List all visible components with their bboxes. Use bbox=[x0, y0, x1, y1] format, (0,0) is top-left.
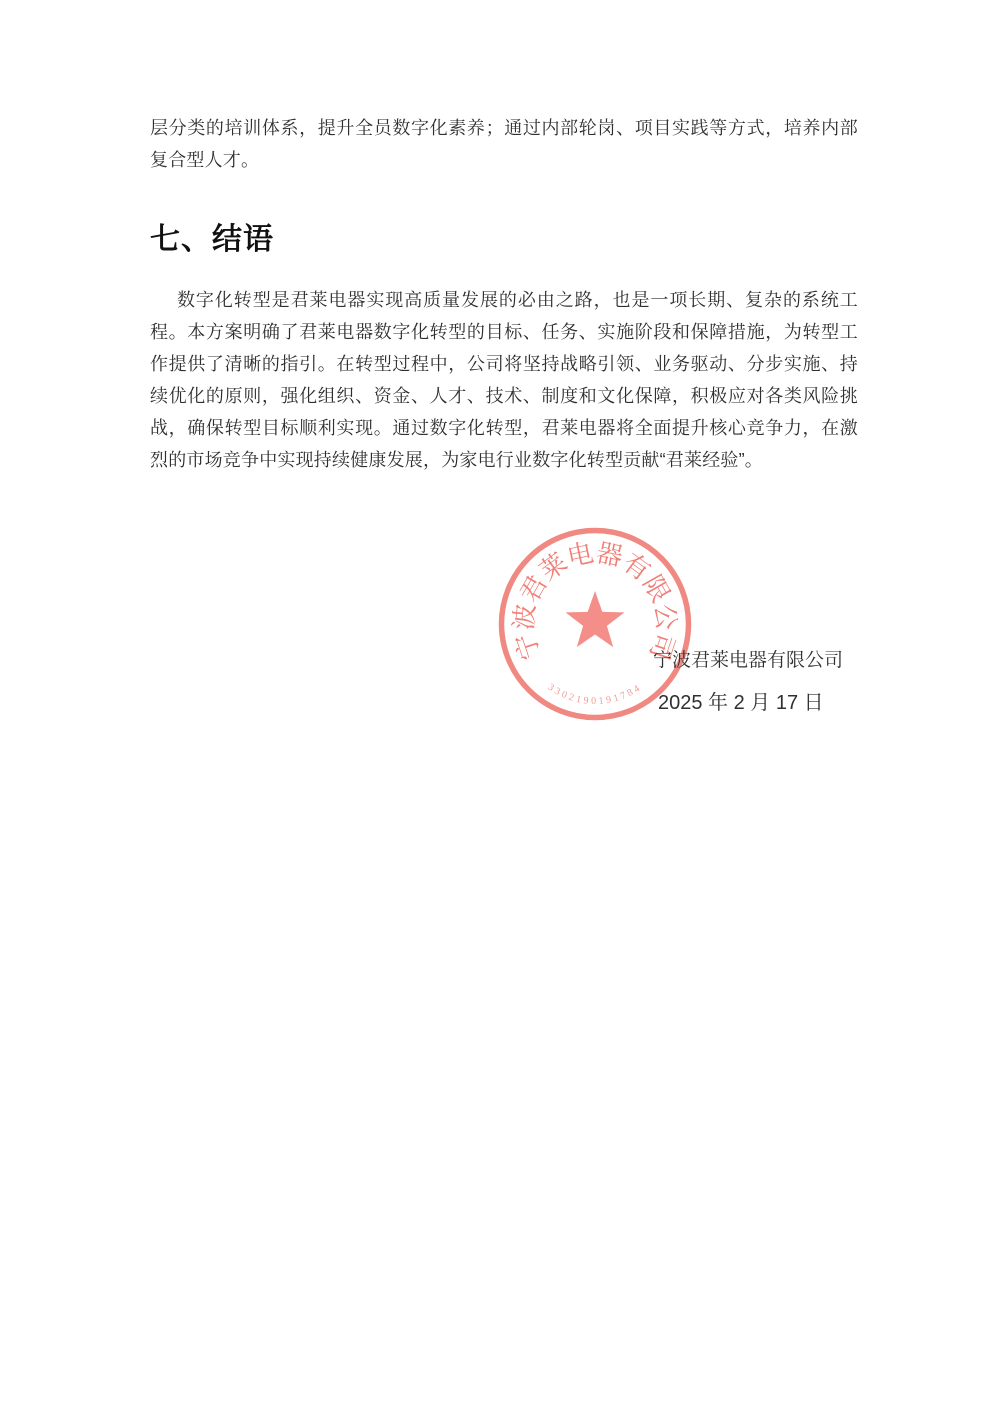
signature-company-name: 宁波君莱电器有限公司 bbox=[653, 650, 844, 671]
intro-paragraph: 层分类的培训体系，提升全员数字化素养；通过内部轮岗、项目实践等方式，培养内部复合型人才。 bbox=[150, 118, 858, 170]
document-content bbox=[150, 112, 858, 476]
conclusion-paragraph: 数字化转型是君莱电器实现高质量发展的必由之路，也是一项长期、复杂的系统工程。本方案明确了君莱电器数字化转型的目标、任务、实施阶段和保障措施，为转型工作提供了清晰的指引。在转型过程中，公司将坚持战略引领、业务驱动、分步实施、持续优化的原则，强化组织、资金、人才、技术、制度和文化保障，积极应对各类风险挑战，确保转型目标顺利实现。通过数字化转型，君莱电器将全面提升核心竞争力，在激烈的市场竞争中实现持续健康发展，为家电行业数字化转型贡献“君莱经验”。 bbox=[150, 290, 858, 470]
seal-star-icon bbox=[566, 591, 625, 647]
signature-date: 2025 年 2 月 17 日 bbox=[658, 692, 824, 714]
seal-arc-text: 宁波君莱电器有限公司 bbox=[509, 538, 681, 664]
seal-serial-number: 3302190191784 bbox=[545, 681, 645, 707]
section-heading: 七、结语 bbox=[150, 223, 274, 256]
